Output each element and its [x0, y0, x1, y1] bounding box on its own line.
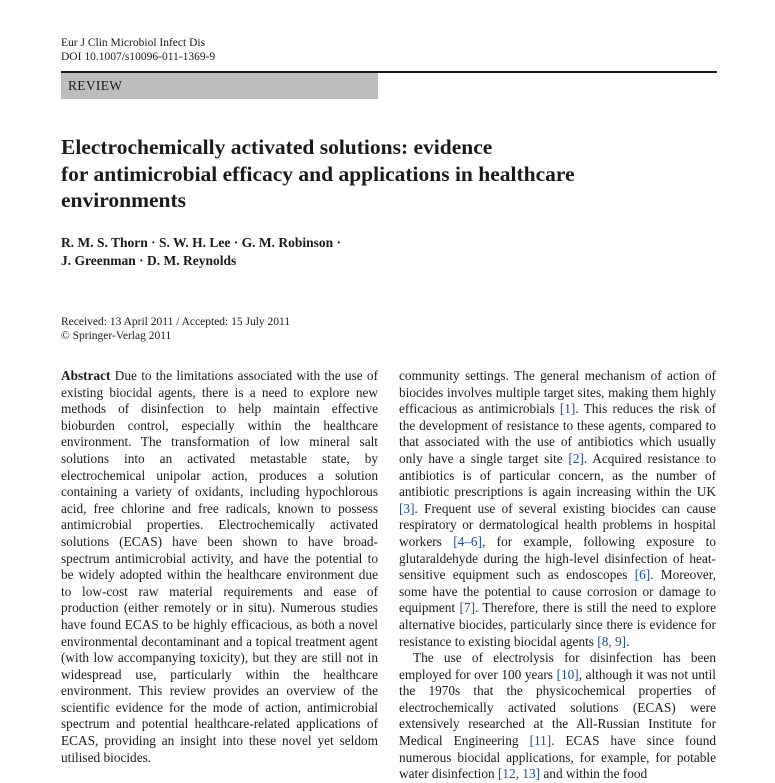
- citation-link[interactable]: [12, 13]: [497, 766, 541, 782]
- copyright: © Springer-Verlag 2011: [61, 330, 172, 342]
- body-paragraph-2: [399, 650, 716, 783]
- doi[interactable]: DOI 10.1007/s10096-011-1369-9: [61, 51, 216, 63]
- citation-link[interactable]: [6]: [634, 567, 651, 583]
- body-text: and within the food: [540, 766, 648, 782]
- citation-link[interactable]: [11]: [529, 733, 552, 749]
- journal-name: Eur J Clin Microbiol Infect Dis: [61, 37, 206, 49]
- citation-link[interactable]: [4–6]: [453, 533, 482, 549]
- abstract: [61, 368, 378, 766]
- author-name[interactable]: J. Greenman: [61, 253, 136, 268]
- author-line-2: [61, 252, 341, 270]
- received-accepted: Received: 13 April 2011 / Accepted: 15 July 2011: [61, 316, 291, 328]
- author-separator: ·: [233, 235, 239, 250]
- citation-link[interactable]: [10]: [556, 666, 579, 682]
- publication-dates: [61, 315, 290, 343]
- body-text: . This reduces the risk of the development of resistance to these agents, compared to that associated with the use of antibiotics which usually only have a single target site: [399, 401, 717, 466]
- abstract-label: Abstract: [61, 368, 111, 383]
- citation-link[interactable]: [1]: [559, 401, 576, 417]
- journal-header: [61, 36, 215, 64]
- title-line-2: for antimicrobial efficacy and applications in healthcare: [61, 161, 575, 186]
- author-name[interactable]: D. M. Reynolds: [147, 253, 237, 268]
- citation-link[interactable]: [3]: [399, 500, 415, 516]
- author-name[interactable]: G. M. Robinson: [241, 235, 334, 250]
- body-text: community settings. The general mechanism of action of biocides involves multiple target sites, making them highly efficacious as antimicrobials: [399, 368, 716, 417]
- title-line-3: environments: [61, 188, 187, 212]
- body-text: . Acquired resistance to antibiotics is of particular concern, as the number of antibiotic prescriptions is again increasing within the UK: [399, 450, 716, 500]
- author-separator: ·: [336, 235, 341, 250]
- citation-link[interactable]: [8, 9]: [597, 633, 627, 649]
- abstract-text: Due to the limitations associated with the use of existing biocidal agents, there is a need to explore new methods of disinfection to help maintain effective bioburden control, especially within the healthcare environment. The transformation of low mineral salt solutions into an activated metastable state, by electrochemical unipolar action, produces a solution containing a variety of oxidants, including hypochlorous acid, free chlorine and free radicals, known to possess antimicrobial properties. Electrochemically activated solutions (ECAS) have been shown to have broad-spectrum antimicrobial activity, and have the potential to be widely adopted within the healthcare environment due to low-cost raw material requirements and ease of production (either remotely or in situ). Numerous studies have found ECAS to be highly efficacious, as both a novel environmental decontaminant and a topical treatment agent (with low accompanying toxicity), but they are still not in widespread use, particularly within the healthcare environment. This review provides an overview of the scientific evidence for the mode of action, antimicrobial spectrum and potential healthcare-related applications of ECAS, providing an insight into these novel yet seldom utilised biocides.: [61, 368, 379, 765]
- body-text: , although it was not until the 1970s that the physicochemical properties of electrochemically activated solutions (ECAS) were extensively researched at the All-Russian Institute for Medical Engineering: [399, 666, 717, 749]
- author-name[interactable]: S. W. H. Lee: [159, 235, 231, 250]
- abstract-column: [61, 368, 378, 766]
- body-text: .: [626, 633, 630, 649]
- section-label: REVIEW: [68, 78, 123, 93]
- article-title: [61, 134, 701, 214]
- author-separator: ·: [151, 235, 156, 250]
- author-list: [61, 234, 341, 270]
- title-line-1: Electrochemically activated solutions: evidence: [61, 135, 493, 159]
- body-text: . Therefore, there is still the need to explore alternative biocides, particularly since there is evidence for resistance to existing biocidal agents: [399, 600, 716, 649]
- body-text: , for example, following exposure to glutaraldehyde during the high-level disinfection of heat-sensitive equipment such as endoscopes: [399, 533, 716, 583]
- citation-link[interactable]: [7]: [459, 600, 476, 616]
- body-paragraph-1: [399, 368, 716, 650]
- section-label-bar: [61, 73, 378, 99]
- body-text: The use of electrolysis for disinfection has been employed for over 100 years: [399, 650, 716, 682]
- author-separator: ·: [139, 253, 144, 268]
- author-name[interactable]: R. M. S. Thorn: [61, 235, 148, 250]
- body-text: . Moreover, some have the potential to cause corrosion or damage to equipment: [399, 567, 717, 616]
- body-column: [399, 368, 716, 783]
- citation-link[interactable]: [2]: [568, 450, 584, 466]
- author-line-1: [61, 234, 341, 252]
- body-text: . Frequent use of several existing biocides can cause respiratory or dermatological health problems in hospital workers: [399, 500, 716, 549]
- body-text: . ECAS have since found numerous biocidal applications, for example, for potable water disinfection: [399, 733, 716, 782]
